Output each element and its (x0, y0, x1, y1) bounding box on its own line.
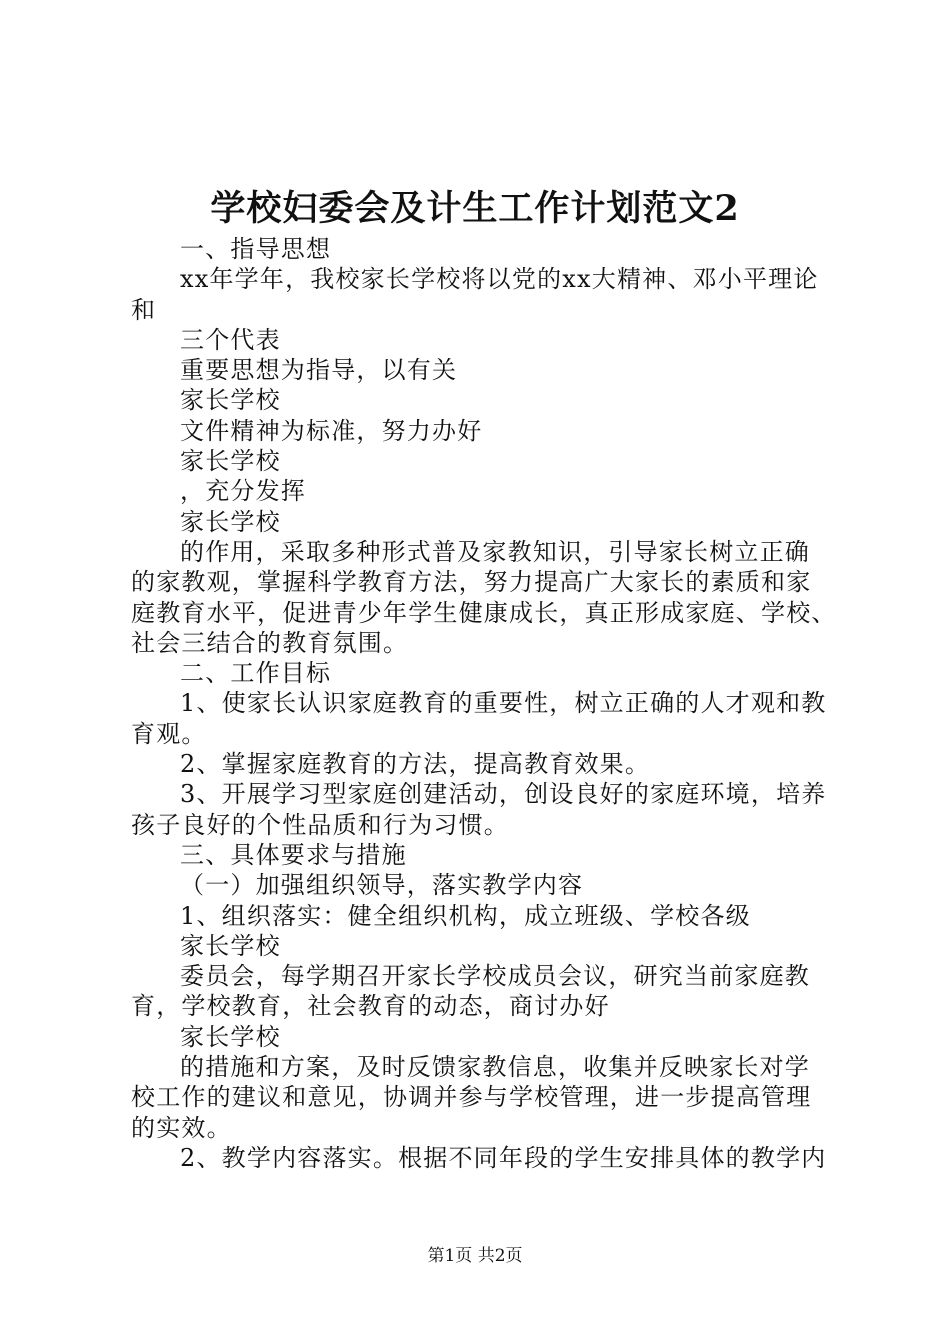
paragraph-line: 的实效。 (131, 1113, 232, 1142)
paragraph-line: 1、组织落实：健全组织机构，成立班级、学校各级 (180, 901, 751, 930)
paragraph-line: （一）加强组织领导，落实教学内容 (180, 871, 584, 900)
paragraph-line: 二、工作目标 (180, 659, 332, 688)
paragraph-line: 三个代表 (180, 325, 281, 354)
paragraph-line: 育观。 (131, 719, 207, 748)
paragraph-line: 孩子良好的个性品质和行为习惯。 (131, 810, 509, 839)
paragraph-line: 的作用，采取多种形式普及家教知识，引导家长树立正确 (180, 537, 810, 566)
paragraph-line: 和 (131, 295, 157, 324)
paragraph-line: 的措施和方案，及时反馈家教信息，收集并反映家长对学 (180, 1053, 810, 1082)
paragraph-line: 委员会，每学期召开家长学校成员会议，研究当前家庭教 (180, 962, 810, 991)
paragraph-line: 家长学校 (180, 447, 281, 476)
document-title: 学校妇委会及计生工作计划范文2 (210, 188, 740, 229)
paragraph-line: 社会三结合的教育氛围。 (131, 628, 409, 657)
paragraph-line: 重要思想为指导，以有关 (180, 356, 458, 385)
paragraph-line: 家长学校 (180, 507, 281, 536)
paragraph-line: 庭教育水平，促进青少年学生健康成长，真正形成家庭、学校、 (131, 598, 837, 627)
page-footer: 第1页 共2页 (427, 1246, 523, 1266)
paragraph-line: 文件精神为标准，努力办好 (180, 416, 483, 445)
paragraph-line: 校工作的建议和意见，协调并参与学校管理，进一步提高管理 (131, 1083, 812, 1112)
paragraph-line: 育，学校教育，社会教育的动态，商讨办好 (131, 992, 610, 1021)
paragraph-line: 家长学校 (180, 931, 281, 960)
paragraph-line: 一、指导思想 (180, 235, 332, 263)
paragraph-line: xx年学年，我校家长学校将以党的xx大精神、邓小平理论 (180, 265, 819, 294)
paragraph-line: 家长学校 (180, 386, 281, 415)
document-body (131, 234, 836, 1173)
paragraph-line: 3、开展学习型家庭创建活动，创设良好的家庭环境，培养 (180, 780, 827, 809)
paragraph-line: ，充分发挥 (180, 477, 306, 506)
paragraph-line: 2、掌握家庭教育的方法，提高教育效果。 (180, 750, 651, 779)
paragraph-line: 1、使家长认识家庭教育的重要性，树立正确的人才观和教 (180, 689, 827, 718)
paragraph-line: 三、具体要求与措施 (180, 840, 407, 869)
paragraph-line: 2、教学内容落实。根据不同年段的学生安排具体的教学内 (180, 1143, 827, 1172)
paragraph-line: 家长学校 (180, 1022, 281, 1051)
paragraph-line: 的家教观，掌握科学教育方法，努力提高广大家长的素质和家 (131, 568, 812, 597)
